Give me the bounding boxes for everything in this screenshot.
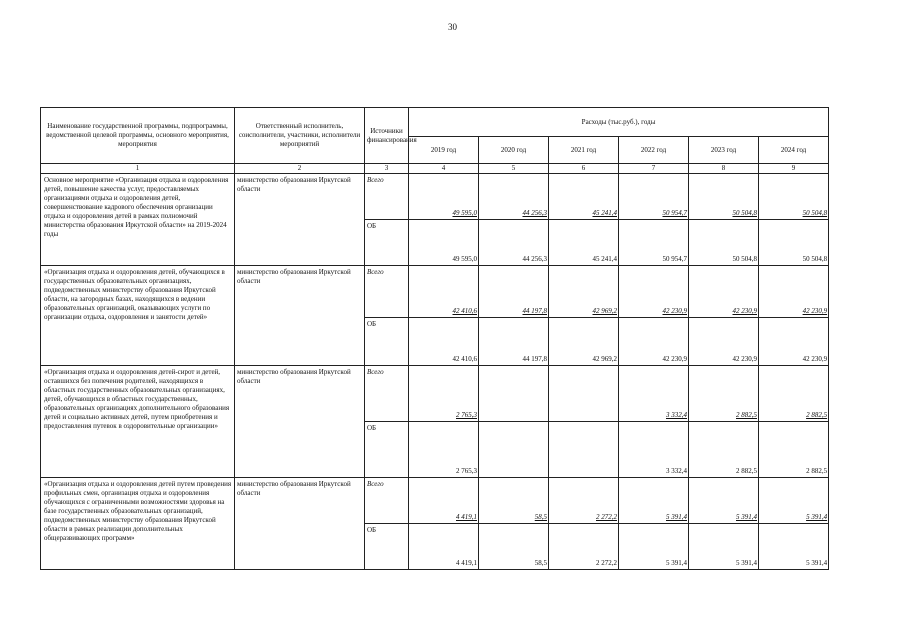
total-value: 50 504,8 <box>759 174 829 220</box>
total-value: 5 391,4 <box>689 478 759 524</box>
total-value: 49 595,0 <box>409 174 479 220</box>
source-total-label: Всего <box>365 366 409 422</box>
header-year: 2020 год <box>479 137 549 164</box>
measure-name: «Организация отдыха и оздоровления детей, обучающихся в государственных образовательных организациях, подведомственных министерству образования Иркутской области, на загородных базах, находящихся в ведении образовательных организаций, оказывающих услуги по организации отдыха, оздоровления и занятости детей» <box>41 266 235 366</box>
table-row <box>41 366 829 422</box>
ob-value: 50 504,8 <box>689 220 759 266</box>
total-value: 2 272,2 <box>549 478 619 524</box>
column-numbers-row <box>41 164 829 174</box>
table-row <box>41 266 829 318</box>
total-value: 42 410,6 <box>409 266 479 318</box>
ob-value: 45 241,4 <box>549 220 619 266</box>
source-ob-label: ОБ <box>365 318 409 366</box>
ob-value: 2 765,3 <box>409 422 479 478</box>
ob-value: 42 230,9 <box>619 318 689 366</box>
column-number: 6 <box>549 164 619 174</box>
measure-name: Основное мероприятие «Организация отдыха и оздоровления детей, повышение качества услуг, предоставляемых организациями отдыха и оздоровления детей, совершенствование кадрового обеспечения организации отдыха и оздоровления детей в рамках полномочий министерства образования Иркутской области» на 2019-2024 годы <box>41 174 235 266</box>
column-number: 1 <box>41 164 235 174</box>
header-expenses: Расходы (тыс.руб.), годы <box>409 108 829 137</box>
source-ob-label: ОБ <box>365 524 409 570</box>
total-value: 2 882,5 <box>759 366 829 422</box>
ob-value: 5 391,4 <box>689 524 759 570</box>
ob-value: 5 391,4 <box>619 524 689 570</box>
header-year: 2024 год <box>759 137 829 164</box>
ob-value: 2 882,5 <box>689 422 759 478</box>
column-number: 2 <box>235 164 365 174</box>
total-value: 2 882,5 <box>689 366 759 422</box>
table-row <box>41 174 829 220</box>
ob-value: 49 595,0 <box>409 220 479 266</box>
page-number: 30 <box>448 22 457 32</box>
total-value: 50 954,7 <box>619 174 689 220</box>
ob-value: 42 969,2 <box>549 318 619 366</box>
header-year: 2023 год <box>689 137 759 164</box>
measure-executor: министерство образования Иркутской области <box>235 266 365 366</box>
source-total-label: Всего <box>365 174 409 220</box>
measure-executor: министерство образования Иркутской области <box>235 478 365 570</box>
total-value <box>479 366 549 422</box>
total-value: 50 504,8 <box>689 174 759 220</box>
column-number: 9 <box>759 164 829 174</box>
ob-value: 2 882,5 <box>759 422 829 478</box>
ob-value: 5 391,4 <box>759 524 829 570</box>
header-row <box>41 108 829 137</box>
header-year: 2021 год <box>549 137 619 164</box>
header-name: Наименование государственной программы, подпрограммы, ведомственной целевой программы, основного мероприятия, мероприятия <box>41 108 235 164</box>
ob-value <box>479 422 549 478</box>
total-value: 2 765,3 <box>409 366 479 422</box>
total-value: 5 391,4 <box>619 478 689 524</box>
column-number: 8 <box>689 164 759 174</box>
budget-table <box>40 107 829 570</box>
source-ob-label: ОБ <box>365 422 409 478</box>
measure-executor: министерство образования Иркутской области <box>235 366 365 478</box>
header-source: Источники финансирования <box>365 108 409 164</box>
table-row <box>41 478 829 524</box>
ob-value: 44 197,8 <box>479 318 549 366</box>
ob-value <box>549 422 619 478</box>
source-ob-label: ОБ <box>365 220 409 266</box>
ob-value: 2 272,2 <box>549 524 619 570</box>
total-value <box>549 366 619 422</box>
total-value: 45 241,4 <box>549 174 619 220</box>
ob-value: 50 504,8 <box>759 220 829 266</box>
column-number: 5 <box>479 164 549 174</box>
header-year: 2022 год <box>619 137 689 164</box>
column-number: 3 <box>365 164 409 174</box>
ob-value: 44 256,3 <box>479 220 549 266</box>
ob-value: 4 419,1 <box>409 524 479 570</box>
total-value: 44 197,8 <box>479 266 549 318</box>
ob-value: 42 410,6 <box>409 318 479 366</box>
total-value: 42 230,9 <box>689 266 759 318</box>
source-total-label: Всего <box>365 266 409 318</box>
column-number: 7 <box>619 164 689 174</box>
total-value: 44 256,3 <box>479 174 549 220</box>
total-value: 42 230,9 <box>759 266 829 318</box>
ob-value: 42 230,9 <box>759 318 829 366</box>
total-value: 42 230,9 <box>619 266 689 318</box>
total-value: 3 332,4 <box>619 366 689 422</box>
ob-value: 3 332,4 <box>619 422 689 478</box>
total-value: 5 391,4 <box>759 478 829 524</box>
measure-executor: министерство образования Иркутской области <box>235 174 365 266</box>
measure-name: «Организация отдыха и оздоровления детей путем проведения профильных смен, организация отдыха и оздоровления обучающихся с ограниченными возможностями здоровья на базе государственных образовательных организаций, подведомственных министерству образования Иркутской области в рамках реализации дополнительных общеразвивающих программ» <box>41 478 235 570</box>
total-value: 4 419,1 <box>409 478 479 524</box>
measure-name: «Организация отдыха и оздоровления детей-сирот и детей, оставшихся без попечения родителей, находящихся в областных государственных образовательных организациях, детей, обучающихся в областных государственных, образовательных организациях дополнительного образования детей и социально активных детей, путем приобретения и предоставления путевок в оздоровительные организации» <box>41 366 235 478</box>
source-total-label: Всего <box>365 478 409 524</box>
ob-value: 50 954,7 <box>619 220 689 266</box>
ob-value: 42 230,9 <box>689 318 759 366</box>
total-value: 42 969,2 <box>549 266 619 318</box>
ob-value: 58,5 <box>479 524 549 570</box>
header-executor: Ответственный исполнитель, соисполнители, участники, исполнители мероприятий <box>235 108 365 164</box>
header-year: 2019 год <box>409 137 479 164</box>
column-number: 4 <box>409 164 479 174</box>
total-value: 58,5 <box>479 478 549 524</box>
